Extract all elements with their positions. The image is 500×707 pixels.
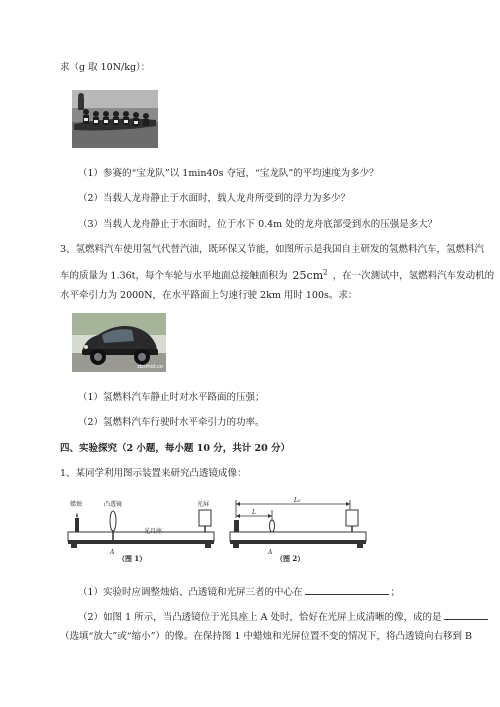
problem-3-test-text: ，在一次测试中，氢燃料汽车发动机的 <box>332 270 495 282</box>
car-question-1: （1）氢燃料汽车静止时对水平路面的压强； <box>78 392 265 403</box>
answer-blank-1[interactable] <box>305 584 389 595</box>
figure-1-candle-label: 蜡烛 <box>70 501 83 508</box>
problem-3-line-3: 水平牵引力为 2000N，在水平路面上匀速行驶 2km 用时 100s。求： <box>60 290 358 301</box>
question-1: （1）参赛的“宝龙队”以 1min40s 夺冠，“宝龙队”的平均速度为多少？ <box>78 168 379 179</box>
problem-3-line-1: 3、氢燃料汽车使用氢气代替汽油，既环保又节能，如图所示是我国自主研发的氢燃料汽车，氢燃料汽 <box>60 244 485 255</box>
hydrogen-car-photo <box>72 313 166 372</box>
experiment-question-1-end: ； <box>390 587 401 598</box>
experiment-question-2-continued: （选填“放大”或“缩小”）的像。在保持图 1 中蜡烛和光屏位置不变的情况下，将凸透镜向右移到 B <box>60 631 473 642</box>
experiment-question-1-text: （1）实验时应调整烛焰、凸透镜和光屏三者的中心在 <box>78 587 303 598</box>
contact-area-number: 25cm <box>292 268 324 282</box>
section-4-heading: 四、实验探究（2 小题，每小题 10 分，共计 20 分） <box>60 443 291 454</box>
experiment-question-2-text: （2）如图 1 所示，当凸透镜位于光具座上 A 处时，恰好在光屏上成清晰的像，成的是 <box>78 612 442 623</box>
figure-2-l0-label: L₀ <box>294 497 301 504</box>
question-2: （2）当载人龙舟静止于水面时，载人龙舟所受到的浮力为多少？ <box>78 193 351 204</box>
figure-1-lens-label: 凸透镜 <box>104 501 123 508</box>
experiment-question-1 <box>78 584 400 599</box>
experiment-question-2 <box>78 609 488 624</box>
question-3: （3）当载人龙舟静止于水面时，位于水下 0.4m 处的龙舟底部受到水的压强是多大？ <box>78 219 438 230</box>
dragon-boat-image <box>72 90 158 148</box>
figure-1-screen-label: 光屏 <box>197 501 210 508</box>
answer-blank-2[interactable] <box>444 609 488 620</box>
figure-2 <box>228 496 368 568</box>
figure-2-l-label: L <box>252 509 256 516</box>
problem-intro: 求（g 取 10N/kg）： <box>60 62 151 73</box>
problem-3-line-2 <box>60 266 494 283</box>
figure-1 <box>66 496 216 568</box>
problem-3-mass-text: 车的质量为 1.36t，每个车轮与水平地面总接触面积为 <box>60 270 288 282</box>
figure-1-point-a: A <box>110 549 115 556</box>
car-watermark: zbsmot.co <box>137 364 163 370</box>
dragon-boat-photo <box>72 90 158 148</box>
experiment-1-intro: 1、某同学利用图示装置来研究凸透镜成像： <box>60 468 247 479</box>
figure-1-bench-label: 光具座 <box>144 528 163 535</box>
figure-2-caption: （图 2） <box>276 554 305 563</box>
contact-area-exponent: 2 <box>323 268 328 276</box>
figure-2-point-a: A <box>268 549 273 556</box>
figure-1-caption: （图 1） <box>118 554 147 563</box>
car-question-2: （2）氢燃料汽车行驶时水平牵引力的功率。 <box>78 417 265 428</box>
contact-area-value <box>293 269 328 282</box>
